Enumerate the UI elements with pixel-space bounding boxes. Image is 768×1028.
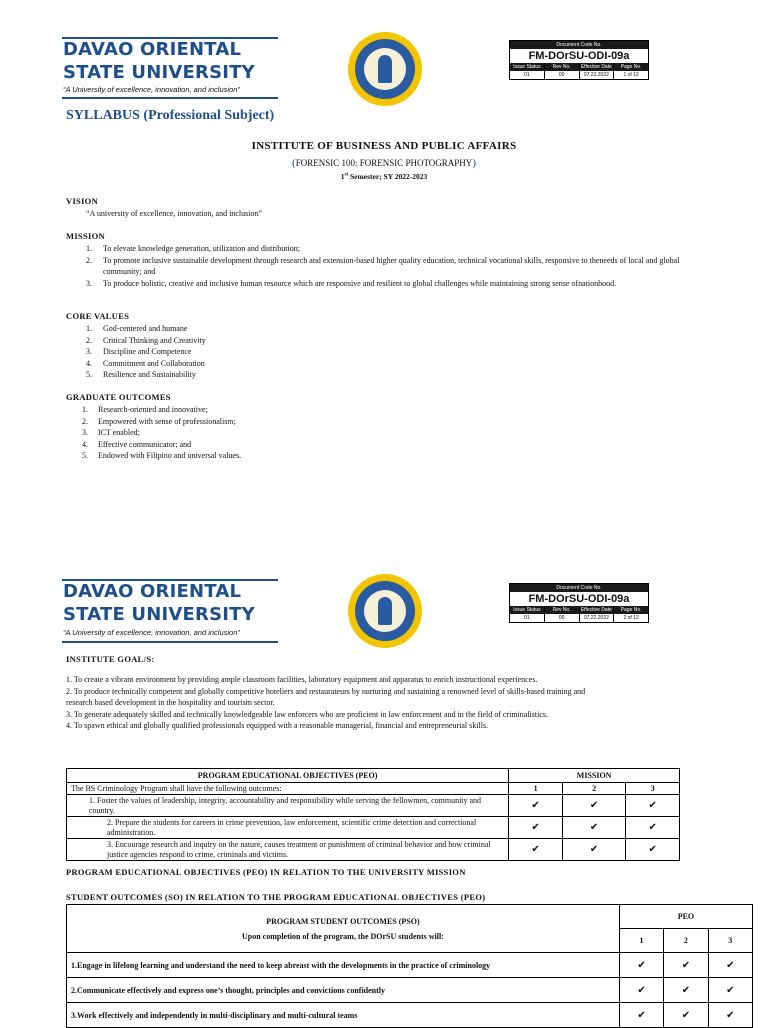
check-icon: ✔: [619, 978, 663, 1003]
list-item: 2. Empowered with sense of professionalism;: [82, 416, 236, 426]
peo-header: PROGRAM EDUCATIONAL OBJECTIVES (PEO): [67, 769, 509, 783]
list-item: 3. To produce holistic, creative and inclusive human resource which are responsive and resilient to global challenges while maintaining strong sense ofnationhood.: [86, 278, 617, 288]
peo-subheader: The BS Criminology Program shall have the following outcomes:: [67, 783, 509, 795]
university-name-line1: DAVAO ORIENTAL: [63, 39, 242, 60]
list-item: 4. Effective communicator; and: [82, 439, 192, 449]
mission-list: [86, 243, 686, 289]
goal-line: 3. To generate adequately skilled and technically knowledgeable law enforcers who are proficient in law enforcement and in the field of criminalistics.: [66, 709, 548, 719]
check-icon: ✔: [626, 817, 680, 839]
check-icon: ✔: [619, 1003, 663, 1028]
col-rev-no: Rev No.: [544, 63, 579, 71]
doc-code-columns: [510, 63, 648, 71]
university-name-line2: STATE UNIVERSITY: [63, 604, 255, 625]
doc-code-value: FM-DOrSU-ODI-09a: [528, 50, 630, 62]
university-name-line1: DAVAO ORIENTAL: [63, 581, 242, 602]
peo-col-3: 3: [708, 929, 752, 953]
check-icon: ✔: [664, 953, 708, 978]
col-page-no: Page No.: [613, 63, 648, 71]
goal-line: 4. To spawn ethical and globally qualified professionals equipped with a reasonable managerial, financial and entrepreneurial skills.: [66, 721, 489, 730]
list-item: 3. Discipline and Competence: [86, 347, 192, 356]
core-values-list: [86, 323, 486, 381]
doc-code-columns: [510, 606, 648, 614]
page-no: 2 of 12: [613, 614, 648, 622]
vision-text: “A university of excellence, innovation, and inclusion”: [86, 209, 262, 218]
table-row: 3.Work effectively and independently in multi-disciplinary and multi-cultural teams ✔ ✔ ✔: [67, 1003, 753, 1028]
peo-table-caption: PROGRAM EDUCATIONAL OBJECTIVES (PEO) IN RELATION TO THE UNIVERSITY MISSION: [66, 867, 466, 877]
col-issue-status: Issue Status: [513, 607, 541, 613]
rev-no: 00: [544, 614, 579, 622]
check-icon: ✔: [708, 953, 752, 978]
check-icon: ✔: [562, 795, 626, 817]
list-item: 2. Critical Thinking and Creativity: [86, 335, 206, 345]
table-row: 1.Engage in lifelong learning and understand the need to keep abreast with the developments in the practice of criminology ✔ ✔ ✔: [67, 953, 753, 978]
peo-mission-table: [66, 768, 680, 861]
goal-line: 2. To produce technically competent and globally competitive hoteliers and restaurateurs by nurturing and sustaining a renowned level of skills-based training and: [66, 686, 586, 696]
check-icon: ✔: [509, 839, 563, 861]
mission-col-3: 3: [626, 783, 680, 795]
list-item: 4. Commitment and Collaboration: [86, 358, 205, 368]
check-icon: ✔: [562, 817, 626, 839]
list-item: 1. God-centered and humane: [86, 324, 188, 333]
effective-date: 07.22.2022: [579, 71, 614, 79]
col-effective-date: Effective Date: [579, 606, 614, 614]
mission-col-1: 1: [509, 783, 563, 795]
check-icon: ✔: [708, 978, 752, 1003]
doc-code-label: Document Code No.: [510, 41, 648, 49]
goal-line: 1. To create a vibrant environment by providing ample classroom facilities, laboratory equipment and apparatus to enrich instructional experiences.: [66, 675, 538, 684]
rev-no: 00: [544, 71, 579, 79]
document-code-box: [509, 40, 649, 80]
university-name-line2: STATE UNIVERSITY: [63, 62, 255, 83]
check-icon: ✔: [619, 953, 663, 978]
check-icon: ✔: [562, 839, 626, 861]
graduate-outcomes-heading: GRADUATE OUTCOMES: [66, 392, 171, 402]
course-name: FORENSIC 100: FORENSIC PHOTOGRAPHY: [295, 158, 473, 168]
institute-title: INSTITUTE OF BUSINESS AND PUBLIC AFFAIRS: [251, 140, 517, 152]
check-icon: ✔: [509, 817, 563, 839]
university-tagline: “A University of excellence, innovation, and inclusion”: [63, 628, 240, 637]
peo-col-1: 1: [619, 929, 663, 953]
check-icon: ✔: [708, 1003, 752, 1028]
goal-line: research based development in the hospitality and tourism sector.: [66, 698, 275, 707]
peo-col-2: 2: [664, 929, 708, 953]
institute-goals-text: [66, 674, 706, 732]
graduate-outcomes-list: [82, 404, 482, 462]
list-item: 5. Endowed with Filipino and universal values.: [82, 451, 242, 460]
check-icon: ✔: [664, 1003, 708, 1028]
pso-header: PROGRAM STUDENT OUTCOMES (PSO) Upon completion of the program, the DOrSU students will:: [67, 905, 620, 953]
doc-code-values: [510, 614, 648, 622]
university-seal-logo: [348, 574, 422, 648]
semester-line: 1st Semester; SY 2022-2023: [340, 172, 428, 181]
check-icon: ✔: [664, 978, 708, 1003]
mission-col-2: 2: [562, 783, 626, 795]
table-row: 2.Communicate effectively and express one’s thought, principles and convictions confidently ✔ ✔ ✔: [67, 978, 753, 1003]
doc-code-value: FM-DOrSU-ODI-09a: [528, 593, 630, 605]
doc-code-label: Document Code No.: [510, 584, 648, 592]
table-row: 2. Prepare the students for careers in crime prevention, law enforcement, scientific crime detection and correctional administration. ✔ ✔ ✔: [67, 817, 680, 839]
doc-code-values: [510, 71, 648, 79]
table-row: 1. Foster the values of leadership, integrity, accountability and responsibility while serving the fellowmen, community and country. ✔ ✔ ✔: [67, 795, 680, 817]
peo-col-header: PEO: [619, 905, 752, 929]
header-rule-top: [62, 37, 278, 39]
pso-peo-table: [66, 904, 753, 1028]
university-seal-logo: [348, 32, 422, 106]
list-item: 1. Research-oriented and innovative;: [82, 405, 208, 414]
vision-heading: VISION: [66, 196, 99, 206]
course-title: (FORENSIC 100: FORENSIC PHOTOGRAPHY): [292, 157, 476, 169]
col-issue-status: Issue Status: [513, 64, 541, 70]
table-row: 3. Encourage research and inquiry on the nature, causes treatment or punishment of criminal behavior and how criminal justice agencies respond to crime, criminals and victims. ✔ ✔ ✔: [67, 839, 680, 861]
header-rule-bottom: [62, 97, 278, 99]
list-item: 3. ICT enabled;: [82, 428, 140, 437]
list-item: 2. To promote inclusive sustainable development through research and extension-based higher quality education, technical vocational skills, responsive to theneeds of local and global community; and: [86, 255, 680, 276]
mission-header: MISSION: [509, 769, 680, 783]
check-icon: ✔: [509, 795, 563, 817]
university-tagline: “A University of excellence, innovation, and inclusion”: [63, 85, 240, 94]
syllabus-label: SYLLABUS (Professional Subject): [66, 108, 275, 123]
core-values-heading: CORE VALUES: [66, 311, 130, 321]
col-effective-date: Effective Date: [579, 63, 614, 71]
header-rule-bottom: [62, 641, 278, 643]
issue-status: 01: [524, 615, 530, 621]
mission-heading: MISSION: [66, 231, 105, 241]
issue-status: 01: [524, 72, 530, 78]
document-code-box: [509, 583, 649, 623]
header-rule-top: [62, 579, 278, 581]
so-heading: STUDENT OUTCOMES (SO) IN RELATION TO THE PROGRAM EDUCATIONAL OBJECTIVES (PEO): [66, 892, 486, 902]
institute-goals-heading: INSTITUTE GOAL/S:: [66, 654, 155, 664]
list-item: 1. To elevate knowledge generation, utilization and distribution;: [86, 244, 300, 253]
list-item: 5. Resilience and Sustainability: [86, 370, 196, 379]
col-page-no: Page No.: [613, 606, 648, 614]
check-icon: ✔: [626, 795, 680, 817]
check-icon: ✔: [626, 839, 680, 861]
page-no: 1 of 12: [613, 71, 648, 79]
effective-date: 07.22.2022: [579, 614, 614, 622]
col-rev-no: Rev No.: [544, 606, 579, 614]
